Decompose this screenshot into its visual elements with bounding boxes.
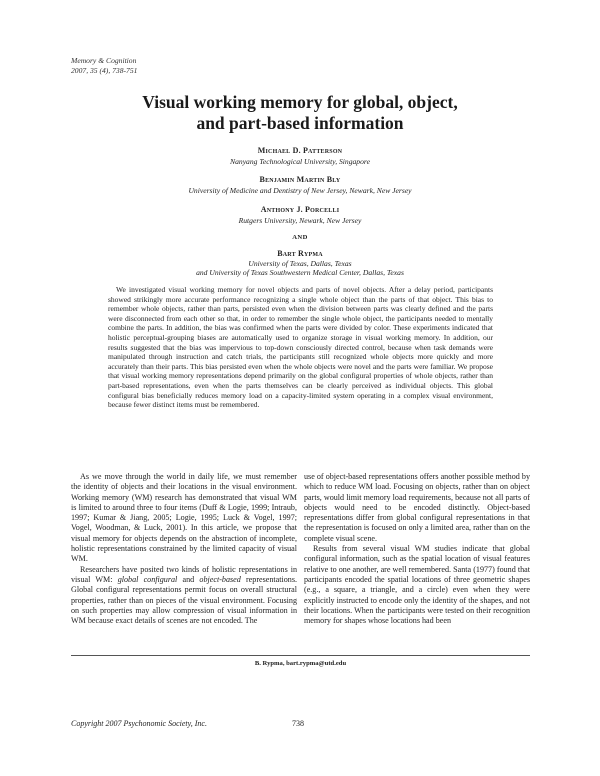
body-paragraph <box>71 565 297 627</box>
footnote-rule <box>71 655 530 656</box>
author-name: Michael D. Patterson <box>257 146 343 155</box>
body-paragraph: Results from several visual WM studies indicate that global configural information, such as the spatial location of visual features relative to one another, are well remembered. Santa (1977) found that participants encoded the spatial locations of three geometric shapes (e.g., a square, a triangle, and a circle) even when they were explicitly instructed to encode only the identity of the shapes, and not their locations. When the participants were tested on their recognition memory for shapes whose locations had been <box>304 544 530 626</box>
author-name: Anthony J. Porcelli <box>260 205 340 214</box>
term-global-configural: global configural <box>117 574 178 584</box>
abstract: We investigated visual working memory for novel objects and parts of novel objects. After a delay period, participants showed strikingly more accurate performance recognizing a single whole object than the parts of that object. This bias to remember whole objects, rather than parts, persisted even when the division between parts was clearly defined and the parts were disconnected from each other so that, in order to remember the single whole object, the participants needed to mentally combine the parts. In addition, the bias was confirmed when the parts were divided by color. These experiments indicated that holistic perceptual-grouping biases are automatically used to organize storage in visual working memory. In addition, our results suggested that the bias was impervious to top-down consciously directed control, because when task demands were manipulated through instruction and catch trials, the participants still recognized whole objects more quickly and more accurately than their parts. This bias persisted even when the whole objects were novel and the parts were familiar. We propose that visual working memory representations depend primarily on the global configural properties of whole objects, rather than part-based representations, even when the parts themselves can be clearly perceived as individual objects. This global configural bias beneficially reduces memory load on a capacity-limited system operating in a complex visual environment, because fewer distinct items must be remembered. <box>108 285 493 410</box>
body-column-right <box>304 472 530 626</box>
journal-name: Memory & Cognition <box>71 56 137 65</box>
paragraph-text: representations. Global configural representations permit focus on overall structural properties, rather than on pieces of the visual environment. Focusing on such properties may allow compression of visual information in WM because exact details of scenes are not encoded. The <box>71 574 298 626</box>
journal-header <box>71 56 137 76</box>
body-paragraph: As we move through the world in daily life, we must remember the identity of objects and their locations in the visual environment. Working memory (WM) research has demonstrated that visual WM is limited to around three to four items (Duff & Logie, 1999; Intraub, 1997; Kumar & Jiang, 2005; Logie, 1995; Luck & Vogel, 1997; Vogel, Woodman, & Luck, 2001). In this article, we propose that visual memory for objects depends on the abstraction of incomplete, holistic representations constrained by the limited capacity of visual WM. <box>71 472 297 564</box>
author-and: AND <box>292 234 308 241</box>
copyright-notice: Copyright 2007 Psychonomic Society, Inc. <box>71 719 207 728</box>
author-affiliation: University of Medicine and Dentistry of New Jersey, Newark, New Jersey <box>188 186 412 195</box>
term-object-based: object-based <box>199 574 241 584</box>
page-number: 738 <box>292 719 304 728</box>
author-affiliation: Rutgers University, Newark, New Jersey <box>238 216 362 225</box>
title-line-1: Visual working memory for global, object, <box>142 92 458 112</box>
body-column-left <box>71 472 297 626</box>
author-affiliation: Nanyang Technological University, Singapore <box>230 157 370 166</box>
author-name: Bart Rypma <box>277 249 323 258</box>
article-title <box>60 92 540 134</box>
author-name: Benjamin Martin Bly <box>259 175 341 184</box>
author-affiliation: University of Texas, Dallas, Texas <box>248 259 352 268</box>
paragraph-text: and <box>177 574 200 584</box>
title-line-2: and part-based information <box>196 113 404 133</box>
author-affiliation: and University of Texas Southwestern Medical Center, Dallas, Texas <box>196 268 404 277</box>
paragraph-text: Researchers have posited two kinds of holistic representations in visual WM: <box>71 564 297 584</box>
correspondence-footnote: B. Rypma, bart.rypma@utd.edu <box>254 660 347 667</box>
body-paragraph: use of object-based representations offers another possible method by which to reduce WM load. Focusing on objects, rather than on object parts, would limit memory load requirements, because not all parts of objects would need to be encoded distinctly. Object-based representations differ from global configural representations in that the representation is focused on only a limited area, rather than on the complete visual scene. <box>304 472 530 543</box>
journal-citation: 2007, 35 (4), 738-751 <box>71 66 138 75</box>
